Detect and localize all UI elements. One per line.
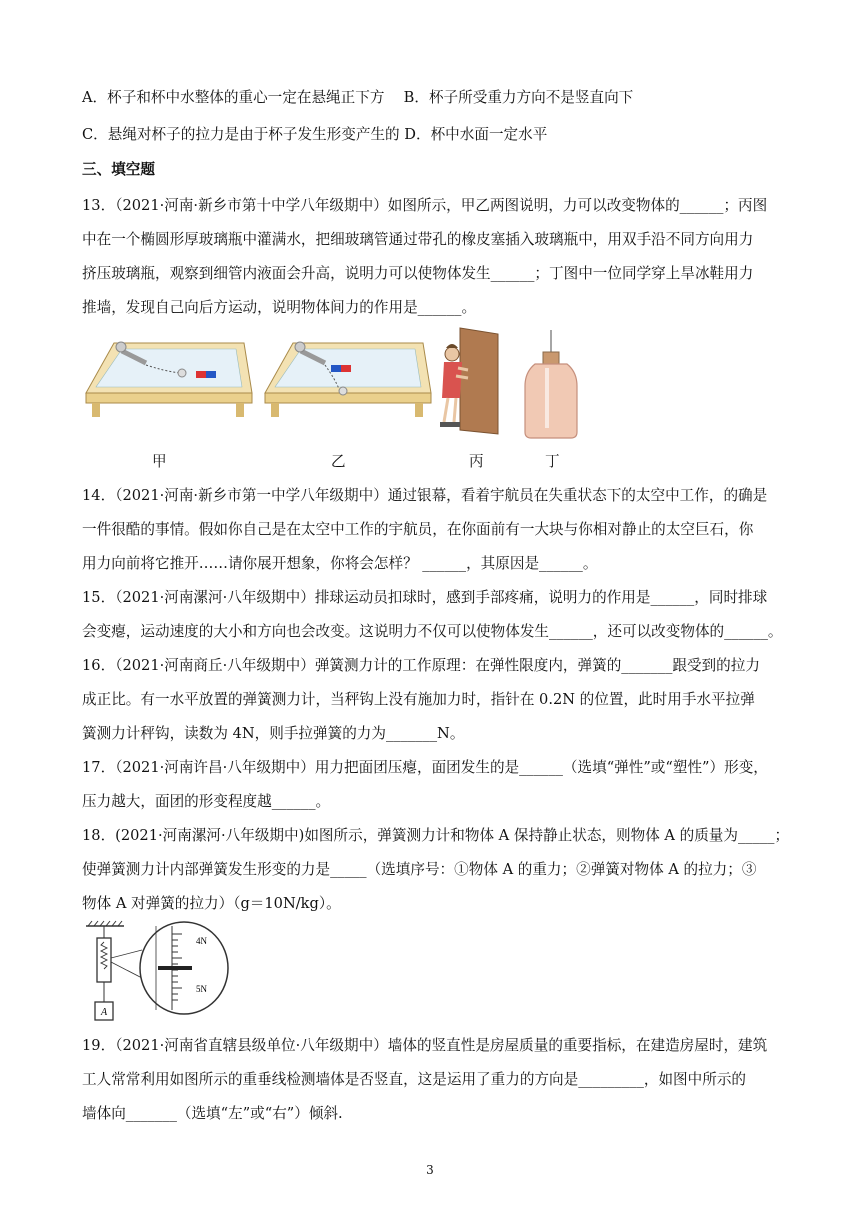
q14-line-3: 用力向前将它推开……请你展开想象，你将会怎样？ ______，其原因是______。 xyxy=(82,555,598,572)
q13-line-4: 推墙，发现自己向后方运动，说明物体间力的作用是______。 xyxy=(82,299,477,316)
figure-ding-glass-bottle xyxy=(523,328,579,440)
option-row-ab: A．杯子和杯中水整体的重心一定在悬绳正下方 B．杯子所受重力方向不是竖直向下 xyxy=(82,89,634,106)
q13-line-3: 挤压玻璃瓶，观察到细管内液面会升高，说明力可以使物体发生______；丁图中一位同学穿上旱冰鞋用力 xyxy=(82,265,754,282)
caption-jia: 甲 xyxy=(152,453,167,470)
q15-line-1: 15．（2021·河南漯河·八年级期中）排球运动员扣球时，感到手部疼痛，说明力的作用是______，同时排球 xyxy=(82,589,768,606)
q19-line-1: 19．（2021·河南省直辖县级单位·八年级期中）墙体的竖直性是房屋质量的重要指标，在建造房屋时，建筑 xyxy=(82,1037,768,1054)
section-heading: 三、填空题 xyxy=(82,161,155,178)
option-row-cd: C．悬绳对杯子的拉力是由于杯子发生形变产生的 D．杯中水面一定水平 xyxy=(82,126,548,143)
figure-yi-table-magnet xyxy=(263,333,433,421)
dial-lower-label: 5N xyxy=(196,984,207,994)
figure-bing-wall-push xyxy=(438,326,504,438)
q19-line-3: 墙体向_______（选填“左”或“右”）倾斜. xyxy=(82,1105,343,1122)
caption-yi: 乙 xyxy=(331,453,346,470)
figure-jia-table-magnet xyxy=(84,333,254,421)
q14-line-1: 14．（2021·河南·新乡市第一中学八年级期中）通过银幕，看着宇航员在失重状态下的太空中工作，的确是 xyxy=(82,487,768,504)
q18-line-1: 18．(2021·河南漯河·八年级期中)如图所示，弹簧测力计和物体 A 保持静止状态，则物体 A 的质量为_____； xyxy=(82,827,790,844)
q13-line-1: 13．（2021·河南·新乡市第十中学八年级期中）如图所示，甲乙两图说明，力可以改变物体的______；丙图 xyxy=(82,197,768,214)
q16-line-1: 16．（2021·河南商丘·八年级期中）弹簧测力计的工作原理：在弹性限度内，弹簧的_______跟受到的拉力 xyxy=(82,657,760,674)
q16-line-3: 簧测力计秤钩，读数为 4N，则手拉弹簧的力为_______N。 xyxy=(82,725,465,742)
q13-line-2: 中在一个椭圆形厚玻璃瓶中灌满水，把细玻璃管通过带孔的橡皮塞插入玻璃瓶中，用双手沿不同方向用力 xyxy=(82,231,754,248)
dial-upper-label: 4N xyxy=(196,936,207,946)
q15-line-2: 会变瘪，运动速度的大小和方向也会改变。这说明力不仅可以使物体发生______，还可以改变物体的______。 xyxy=(82,623,783,640)
caption-ding: 丁 xyxy=(545,453,560,470)
q14-line-2: 一件很酷的事情。假如你自己是在太空中工作的宇航员，在你面前有一大块与你相对静止的太空巨石，你 xyxy=(82,521,754,538)
q18-line-3: 物体 A 对弹簧的拉力）（g＝10N/kg）。 xyxy=(82,895,341,912)
caption-bing: 丙 xyxy=(469,453,484,470)
figure-spring-scale xyxy=(84,920,264,1030)
q19-line-2: 工人常常利用如图所示的重垂线检测墙体是否竖直，这是运用了重力的方向是_________，如图中所示的 xyxy=(82,1071,747,1088)
q17-line-2: 压力越大，面团的形变程度越______。 xyxy=(82,793,331,810)
q17-line-1: 17．（2021·河南许昌·八年级期中）用力把面团压瘪，面团发生的是______（选填“弹性”或“塑性”）形变， xyxy=(82,759,768,776)
q18-line-2: 使弹簧测力计内部弹簧发生形变的力是_____（选填序号：①物体 A 的重力；②弹簧对物体 A 的拉力；③ xyxy=(82,861,757,878)
page-number: 3 xyxy=(426,1163,434,1177)
block-a-label: A xyxy=(100,1007,108,1018)
q16-line-2: 成正比。有一水平放置的弹簧测力计，当秤钩上没有施加力时，指针在 0.2N 的位置，此时用手水平拉弹 xyxy=(82,691,755,708)
